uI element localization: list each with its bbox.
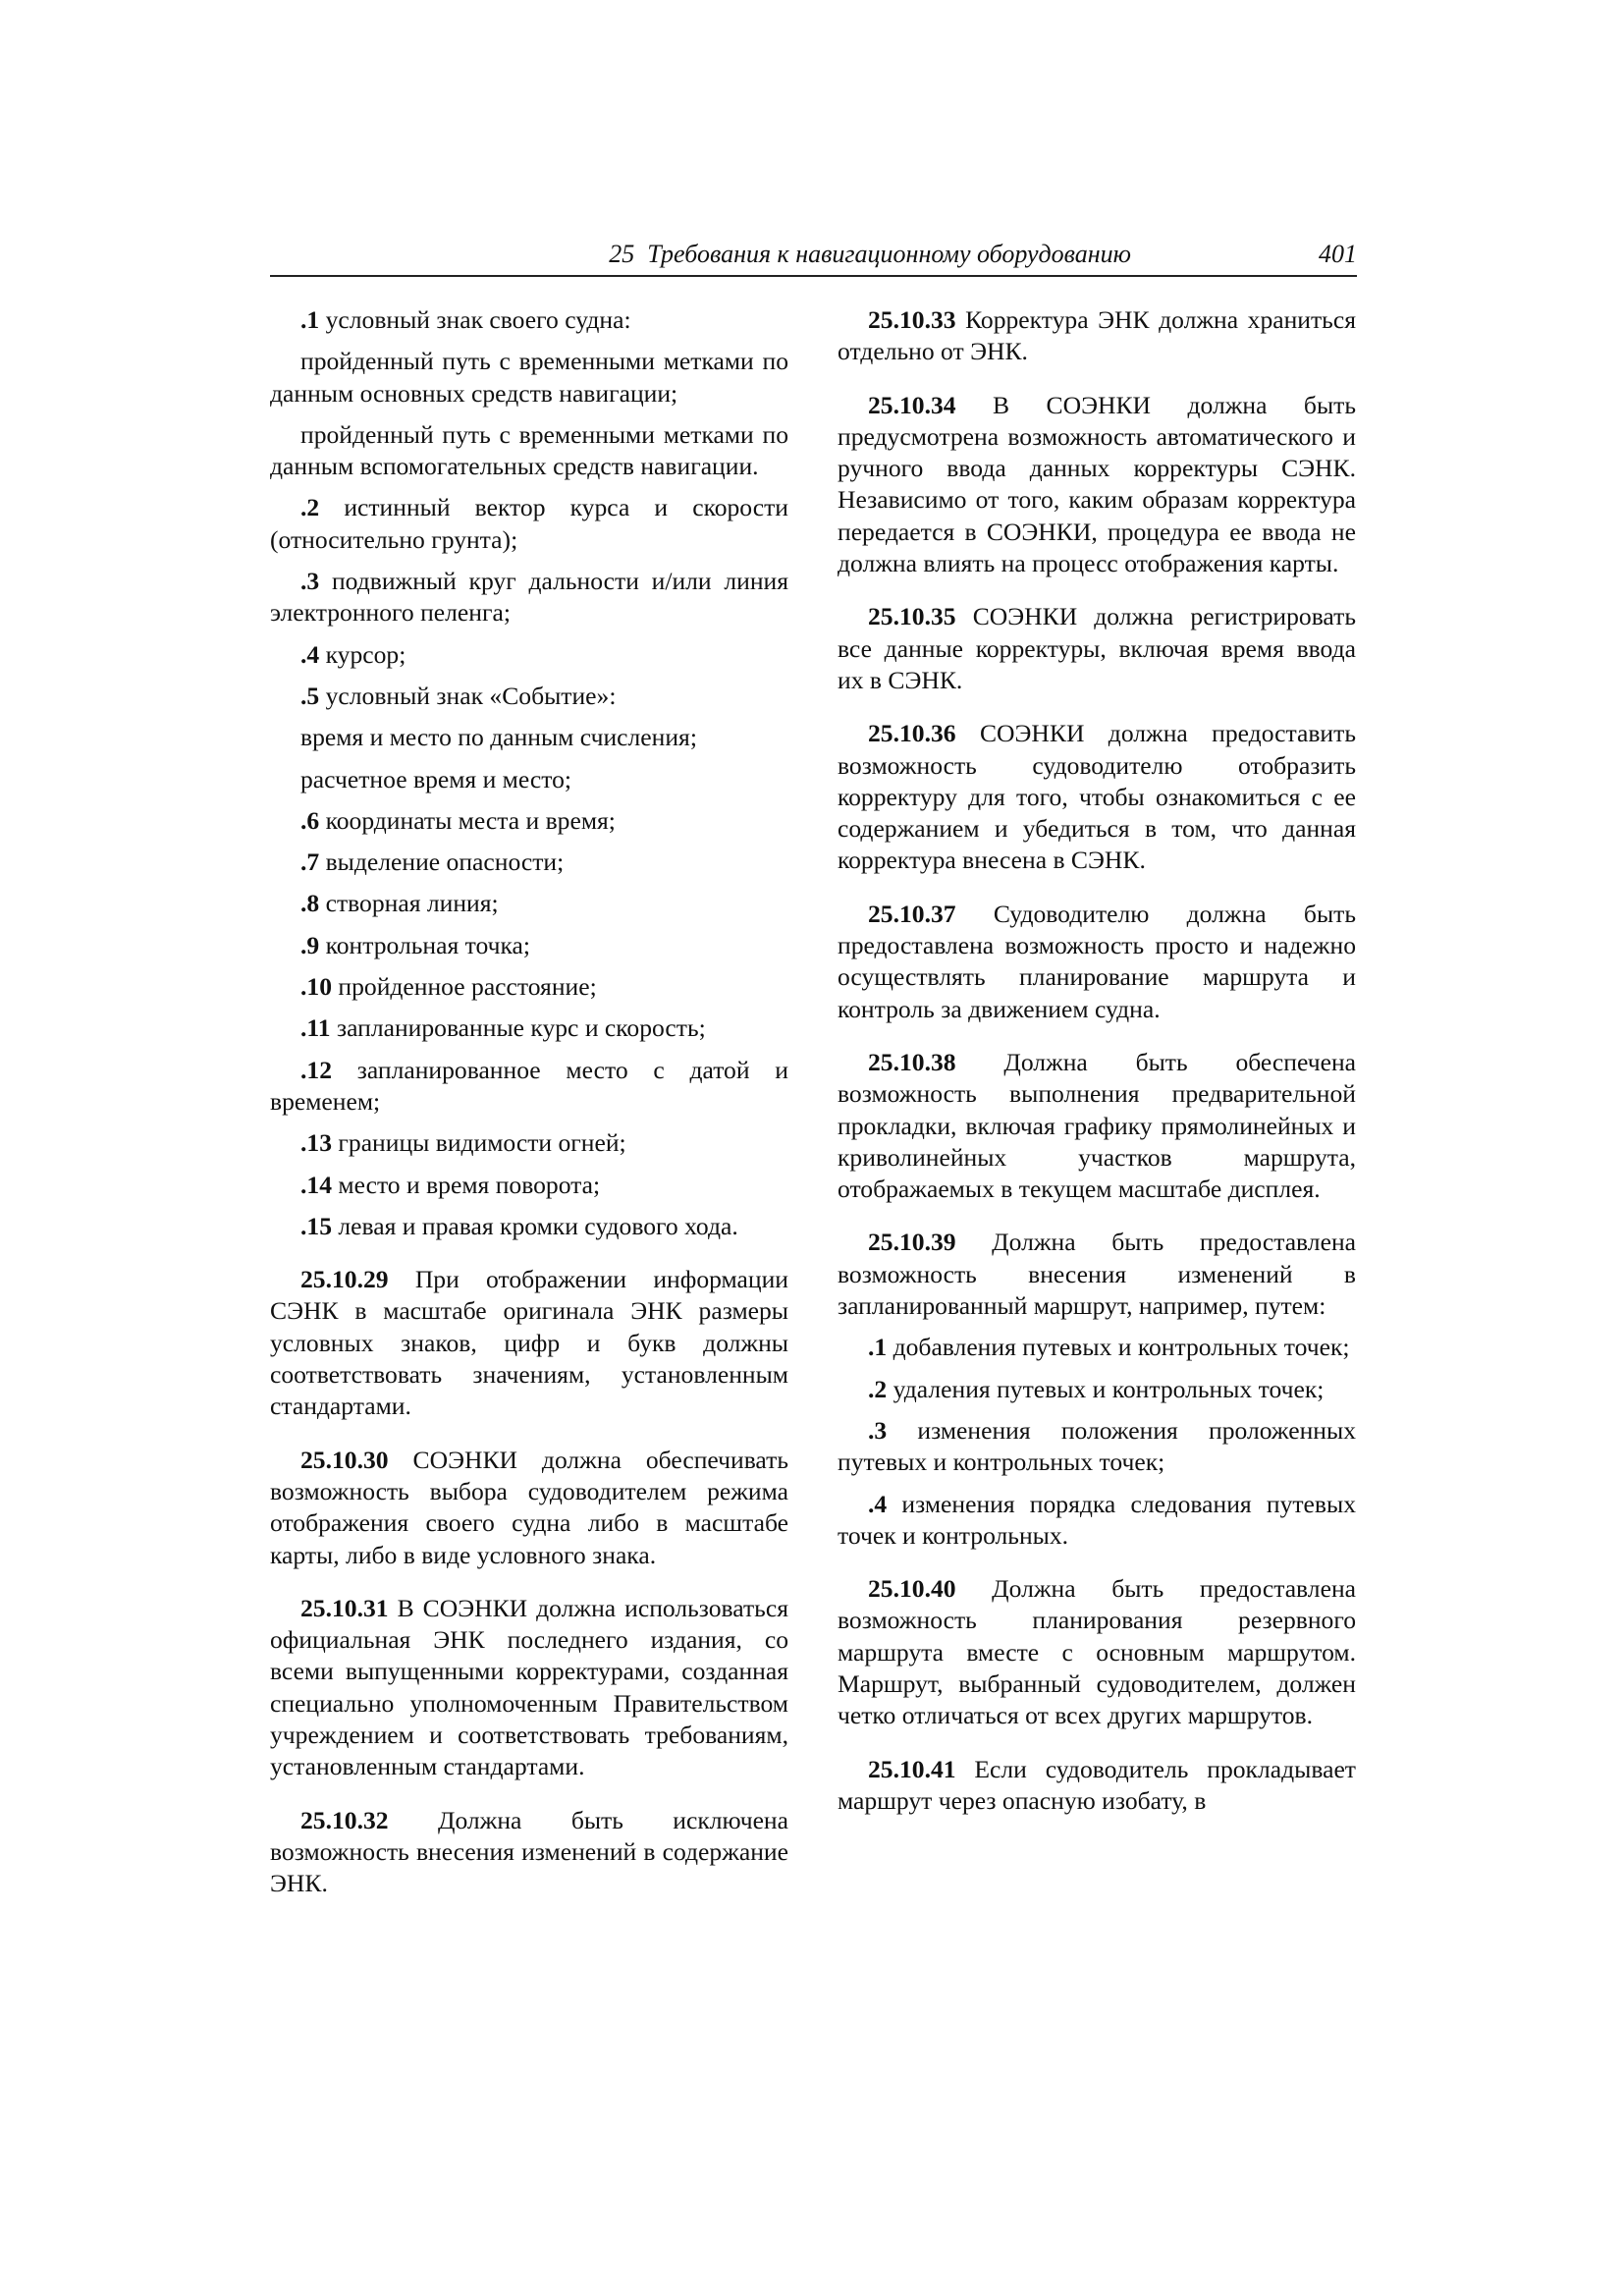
numbered-paragraph [270, 1805, 788, 1900]
item-text: СОЭНКИ должна регистрировать все данные корректуры, включая время ввода их в СЭНК. [838, 602, 1356, 694]
item-text: истинный вектор курса и скорости (относительно грунта); [270, 493, 788, 554]
item-number: 25.10.31 [300, 1593, 389, 1622]
numbered-paragraph [838, 390, 1356, 580]
list-subitem [270, 419, 788, 483]
list-subitem [270, 346, 788, 410]
item-text: левая и правая кромки судового хода. [332, 1211, 738, 1240]
item-text: СОЭНКИ должна предоставить возможность судоводителю отобразить корректуру для того, чтобы ознакомиться с ее содержанием и убедиться в том, что данная корректура внесена в СЭНК. [838, 719, 1356, 875]
item-text: добавления путевых и контрольных точек; [887, 1333, 1350, 1362]
item-text: Корректура ЭНК должна храниться отдельно от ЭНК. [838, 305, 1356, 366]
list-item [838, 1489, 1356, 1553]
item-number: 25.10.40 [868, 1574, 956, 1604]
list-item [270, 805, 788, 837]
item-text: СОЭНКИ должна обеспечивать возможность выбора судоводителем режима отображения своего судна либо в масштабе карты, либо в виде условного знака. [270, 1445, 788, 1569]
item-text: пройденный путь с временными метками по данным вспомогательных средств навигации. [270, 419, 788, 481]
numbered-paragraph [838, 1754, 1356, 1818]
list-subitem [270, 764, 788, 795]
list-item [270, 1055, 788, 1119]
list-item [270, 847, 788, 878]
numbered-paragraph [270, 1445, 788, 1571]
item-number: .1 [300, 305, 320, 334]
item-number: 25.10.29 [300, 1265, 389, 1294]
item-number: 25.10.39 [868, 1228, 956, 1257]
item-number: 25.10.30 [300, 1445, 389, 1474]
section-title: Требования к навигационному оборудованию [647, 240, 1131, 268]
item-number: .6 [300, 805, 320, 835]
numbered-paragraph [270, 1264, 788, 1422]
item-number: .4 [868, 1489, 888, 1518]
item-number: .11 [300, 1013, 331, 1043]
item-number: .10 [300, 972, 332, 1002]
list-item [270, 492, 788, 556]
item-number: 25.10.36 [868, 719, 956, 748]
item-text: условный знак «Событие»: [319, 681, 617, 710]
item-number: 25.10.32 [300, 1805, 389, 1834]
item-text: Должна быть предоставлена возможность планирования резервного маршрута вместе с основным маршрутом. Маршрут, выбранный судоводителем, должен четко отличаться от всех других маршрутов. [838, 1574, 1356, 1730]
page-number: 401 [1319, 240, 1357, 268]
running-header [270, 238, 1357, 277]
list-item [270, 888, 788, 919]
item-number: 25.10.38 [868, 1047, 956, 1076]
item-text: выделение опасности; [319, 847, 565, 877]
numbered-paragraph [838, 304, 1356, 368]
numbered-paragraph [838, 1573, 1356, 1731]
list-item [270, 1127, 788, 1159]
item-number: 25.10.34 [868, 390, 956, 419]
item-number: .1 [868, 1333, 888, 1362]
item-text: Должна быть исключена возможность внесения изменений в содержание ЭНК. [270, 1805, 788, 1898]
section-number: 25 [609, 240, 635, 268]
item-text: створная линия; [319, 889, 499, 918]
item-number: .9 [300, 930, 320, 959]
list-item [838, 1415, 1356, 1479]
numbered-paragraph [838, 601, 1356, 696]
list-item [270, 1211, 788, 1242]
item-text: границы видимости огней; [332, 1128, 626, 1158]
list-item [270, 566, 788, 629]
item-text: Если судоводитель прокладывает маршрут через опасную изобату, в [838, 1754, 1356, 1815]
right-column [838, 304, 1356, 1827]
list-item [838, 1332, 1356, 1363]
item-text: место и время поворота; [332, 1170, 601, 1199]
numbered-paragraph [838, 718, 1356, 876]
list-item [270, 930, 788, 961]
item-text: Судоводителю должна быть предоставлена возможность просто и надежно осуществлять планирование маршрута и контроль за движением судна. [838, 899, 1356, 1023]
item-text: Должна быть предоставлена возможность внесения изменений в запланированный маршрут, например, путем: [838, 1228, 1356, 1321]
item-number: .14 [300, 1170, 332, 1199]
item-text: Должна быть обеспечена возможность выполнения предварительной прокладки, включая графику прямолинейных и криволинейных участков маршрута, отображаемых в текущем масштабе дисплея. [838, 1047, 1356, 1204]
item-number: .2 [868, 1374, 888, 1403]
list-item [270, 681, 788, 712]
list-item [838, 1374, 1356, 1405]
item-text: время и место по данным счисления; [300, 723, 697, 752]
numbered-paragraph [838, 1227, 1356, 1322]
item-number: .8 [300, 889, 320, 918]
item-number: .3 [300, 567, 320, 596]
item-number: .15 [300, 1211, 332, 1240]
item-number: .2 [300, 493, 320, 522]
item-number: .12 [300, 1055, 332, 1084]
item-number: .7 [300, 847, 320, 877]
item-number: 25.10.41 [868, 1754, 956, 1783]
item-text: запланированное место с датой и временем; [270, 1055, 788, 1116]
item-number: .5 [300, 681, 320, 710]
item-text: В СОЭНКИ должна использоваться официальная ЭНК последнего издания, со всеми выпущенными корректурами, созданная специально уполномоченным Правительством учреждением и соответствовать требованиям, установленным стандартами. [270, 1593, 788, 1781]
list-item [270, 1012, 788, 1044]
item-text: При отображении информации СЭНК в масштабе оригинала ЭНК размеры условных знаков, цифр и букв должны соответствовать значениям, установленным стандартами. [270, 1265, 788, 1421]
item-text: запланированные курс и скорость; [330, 1013, 706, 1043]
item-text: координаты места и время; [319, 805, 616, 835]
item-number: 25.10.35 [868, 602, 956, 631]
item-text: изменения порядка следования путевых точек и контрольных. [838, 1489, 1356, 1550]
item-text: условный знак своего судна: [319, 305, 631, 334]
section-heading [609, 238, 1131, 271]
item-text: расчетное время и место; [300, 764, 571, 793]
numbered-paragraph [838, 1047, 1356, 1205]
left-column [270, 304, 788, 1909]
item-text: удаления путевых и контрольных точек; [887, 1374, 1325, 1403]
list-item [270, 1170, 788, 1201]
item-number: .3 [868, 1415, 888, 1445]
list-item [270, 304, 788, 336]
list-item [270, 639, 788, 671]
item-number: 25.10.37 [868, 899, 956, 928]
item-text: изменения положения проложенных путевых и контрольных точек; [838, 1415, 1356, 1477]
item-text: контрольная точка; [319, 930, 531, 959]
item-text: пройденный путь с временными метками по данным основных средств навигации; [270, 347, 788, 408]
item-text: В СОЭНКИ должна быть предусмотрена возможность автоматического и ручного ввода данных корректуры СЭНК. Независимо от того, каким образам корректура передается в СОЭНКИ, процедура ее ввода не должна влиять на процесс отображения карты. [838, 390, 1356, 578]
list-item [270, 971, 788, 1003]
list-subitem [270, 722, 788, 753]
item-number: 25.10.33 [868, 305, 956, 334]
item-text: пройденное расстояние; [332, 972, 597, 1002]
item-number: .13 [300, 1128, 332, 1158]
item-number: .4 [300, 639, 320, 669]
numbered-paragraph [838, 899, 1356, 1025]
item-text: подвижный круг дальности и/или линия электронного пеленга; [270, 567, 788, 628]
numbered-paragraph [270, 1593, 788, 1783]
item-text: курсор; [319, 639, 406, 669]
